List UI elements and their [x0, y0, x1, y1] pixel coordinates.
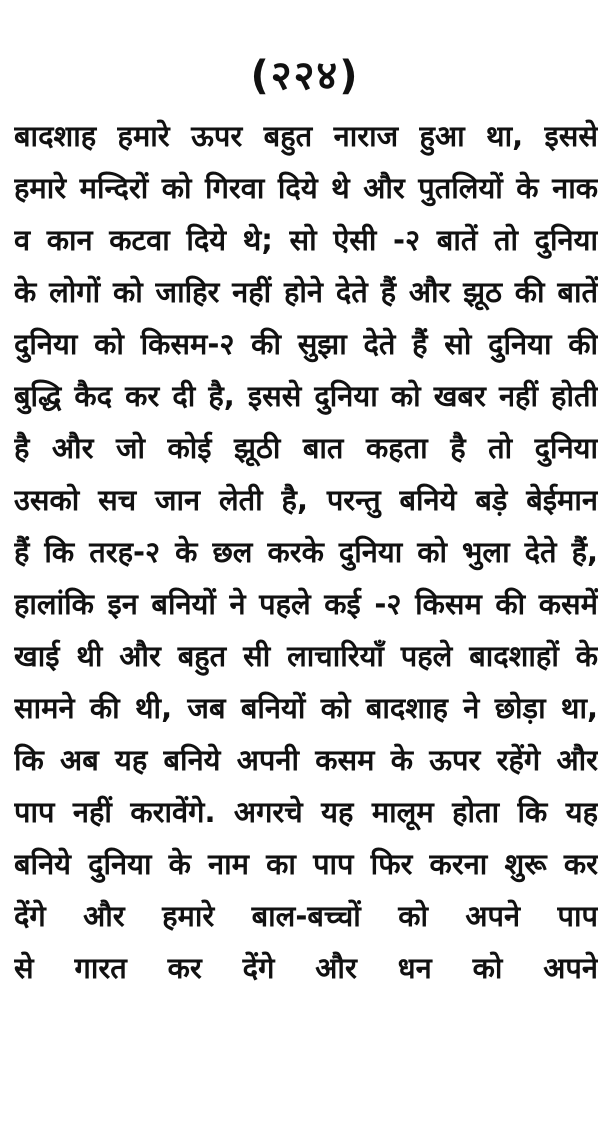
text-line: से गारत कर देंगे और धन को अपने [14, 951, 598, 985]
page-number: (२२४) [250, 53, 360, 99]
text-line: सामने की थी, जब बनियों को बादशाह ने छोड़ा था, [14, 691, 598, 725]
text-line: कि अब यह बनिये अपनी कसम के ऊपर रहेंगे और [14, 743, 598, 777]
text-line: पाप नहीं करावेंगे. अगरचे यह मालूम होता कि यह [14, 795, 598, 829]
body-text [14, 110, 598, 994]
text-line: उसको सच जान लेती है, परन्तु बनिये बड़े बेईमान [14, 483, 598, 517]
text-line: बनिये दुनिया के नाम का पाप फिर करना शुरू कर [14, 847, 598, 881]
text-line: बादशाह हमारे ऊपर बहुत नाराज हुआ था, इससे [14, 119, 598, 153]
text-line: खाई थी और बहुत सी लाचारियाँ पहले बादशाहों के [14, 639, 598, 673]
text-line: हैं कि तरह-२ के छल करके दुनिया को भुला देते हैं, [14, 535, 598, 569]
text-line: बुद्धि कैद कर दी है, इससे दुनिया को खबर नहीं होती [14, 379, 598, 413]
text-line: है और जो कोई झूठी बात कहता है तो दुनिया [14, 431, 598, 465]
text-line: दुनिया को किसम-२ की सुझा देते हैं सो दुनिया की [14, 327, 598, 361]
text-line: देंगे और हमारे बाल-बच्चों को अपने पाप [14, 899, 598, 933]
text-line: हालांकि इन बनियों ने पहले कई -२ किसम की कसमें [14, 587, 598, 621]
text-line: व कान कटवा दिये थे; सो ऐसी -२ बातें तो दुनिया [14, 223, 598, 257]
text-line: हमारे मन्दिरों को गिरवा दिये थे और पुतलियों के नाक [14, 171, 598, 205]
text-line: के लोगों को जाहिर नहीं होने देते हैं और झूठ की बातें [14, 275, 598, 309]
